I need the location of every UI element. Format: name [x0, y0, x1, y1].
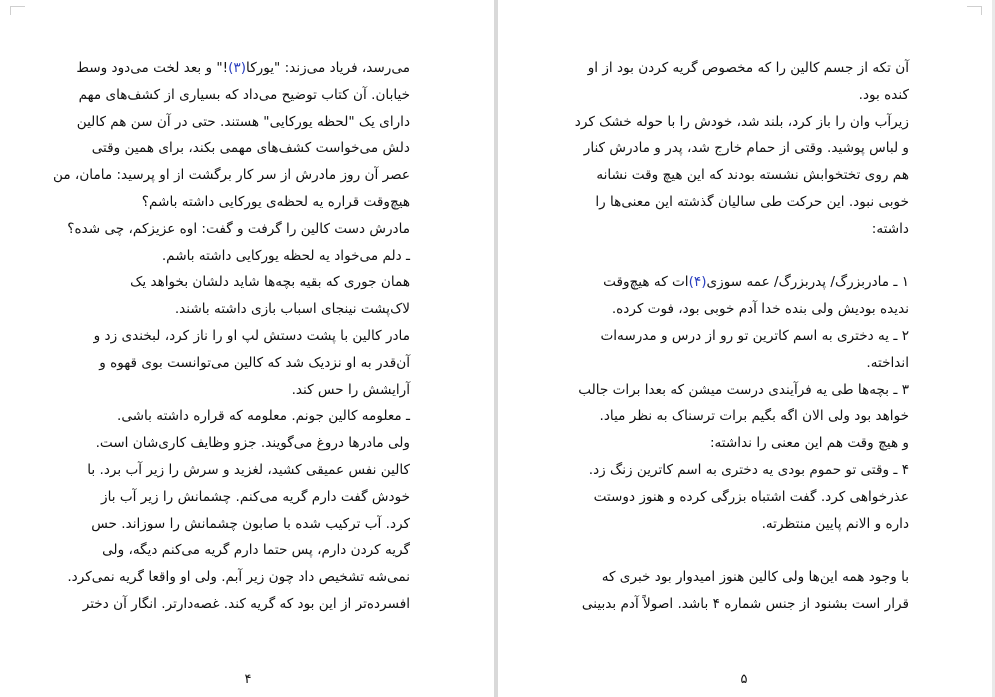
text-line: افسرده‌تر از این بود که گریه کند. غصه‌دارتر. انگار آن دختر [82, 595, 410, 612]
right-page [498, 0, 992, 697]
text-line: زیرآب وان را باز کرد، بلند شد، خودش را با حوله خشک کرد [574, 113, 909, 130]
footnote-marker[interactable]: (۳) [228, 60, 247, 76]
text-line: ـ دلم می‌خواد یه لحظه یورکایی داشته باشم. [161, 247, 410, 264]
text-line: داشته: [871, 220, 909, 237]
text-line: خوبی نبود. این حرکت طی سالیان گذشته این معنی‌ها را [595, 193, 909, 210]
page-corner-mark [10, 6, 25, 15]
text-line: با وجود همه این‌ها ولی کالین هنوز امیدوار بود خبری که [601, 569, 909, 586]
right-page-number: ۵ [740, 672, 748, 687]
text-line: دلش می‌خواست کشف‌های مهمی بکند، برای همین وقتی [91, 140, 410, 157]
text-line: و لباس پوشید. وقتی از حمام خارج شد، پدر و مادرش کنار [583, 140, 909, 157]
text-line: هیچ‌وقت قراره یه لحظه‌ی یورکایی داشته باشم؟ [141, 193, 410, 210]
text-line: قرار است بشنود از جنس شماره ۴ باشد. اصولاً آدم بدبینی [581, 595, 909, 612]
text-line: ولی مادرها دروغ می‌گویند. جزو وظایف کاری‌شان است. [95, 435, 410, 452]
text-line: انداخته. [866, 354, 909, 371]
paragraph-gap [587, 537, 909, 564]
text-line: خواهد بود ولی الان اگه بگیم برات ترسناک به نظر میاد. [599, 408, 909, 425]
text-line: ۱ ـ مادربزرگ/ پدربزرگ/ عمه سوزی(۴)ات که هیچ‌وقت [603, 274, 909, 291]
text-line: کنده بود. [858, 86, 909, 103]
paragraph-gap [587, 243, 909, 270]
text-line: ۳ ـ بچه‌ها طی یه فرآیندی درست میشن که بعدا برات جالب [578, 381, 909, 398]
text-line: لاک‌پشت نینجای اسباب بازی داشته باشند. [174, 301, 410, 318]
text-line: عصر آن روز مادرش از سر کار برگشت از او پرسید: مامان، من [52, 167, 410, 184]
text-line: عذرخواهی کرد. گفت اشتباه بزرگی کرده و هنوز دوستت [593, 488, 909, 505]
text-line: آن‌قدر به او نزدیک شد که کالین می‌توانست بوی قهوه و [99, 354, 410, 371]
footnote-marker[interactable]: (۴) [688, 274, 707, 291]
text-line: همان جوری که بقیه بچه‌ها شاید دلشان بخواهد یک [130, 274, 410, 291]
text-line: هم روی تختخوابش نشسته بودند که این هیچ وقت نشانه [596, 167, 909, 184]
text-line: خیابان. آن کتاب توضیح می‌داد که بسیاری از کشف‌های مهم [78, 86, 410, 103]
left-page-text [52, 55, 410, 618]
text-line: نمی‌شه تشخیص داد چون زیر آبم. ولی او واقعا گریه نمی‌کرد. [67, 569, 410, 586]
text-line: ندیده بودیش ولی بنده خدا آدم خوبی بود، فوت کرده. [611, 301, 909, 318]
text-line: دارای یک "لحظه یورکایی" هستند. حتی در آن سن هم کالین [76, 113, 410, 130]
text-line: مادرش دست کالین را گرفت و گفت: اوه عزیزکم، چی شده؟ [67, 220, 410, 237]
text-line: و هیچ وقت هم این معنی را نداشته: [709, 435, 909, 452]
text-line: ۲ ـ یه دختری به اسم کاترین تو رو از درس و مدرسه‌ات [600, 327, 909, 344]
right-page-text [574, 55, 909, 618]
text-line: داره و الانم پایین منتظرته. [761, 515, 909, 532]
text-line: ـ معلومه کالین جونم. معلومه که قراره داشته باشی. [117, 408, 410, 425]
text-line: می‌رسد، فریاد می‌زند: "یورکا(۳)!" و بعد لخت می‌دود وسط [76, 60, 410, 76]
page-corner-mark [967, 6, 982, 15]
text-line: آرایشش را حس کند. [291, 381, 410, 398]
text-line: کرد. آب ترکیب شده با صابون چشمانش را سوزاند. حس [91, 515, 410, 532]
text-line: گریه کردن دارم، پس حتما دارم گریه می‌کنم دیگه، ولی [102, 542, 410, 559]
text-line: آن تکه از جسم کالین را که مخصوص گریه کردن بود از او [587, 60, 909, 76]
left-page [0, 0, 494, 697]
text-line: خودش گفت دارم گریه می‌کنم. چشمانش را زیر آب باز [101, 488, 410, 505]
text-line: ۴ ـ وقتی تو حموم بودی یه دختری به اسم کاترین زنگ زد. [588, 461, 909, 478]
text-line: مادر کالین با پشت دستش لپ او را ناز کرد، لبخندی زد و [93, 327, 410, 344]
left-page-number: ۴ [244, 672, 252, 687]
text-line: کالین نفس عمیقی کشید، لغزید و سرش را زیر آب برد. با [87, 461, 410, 478]
